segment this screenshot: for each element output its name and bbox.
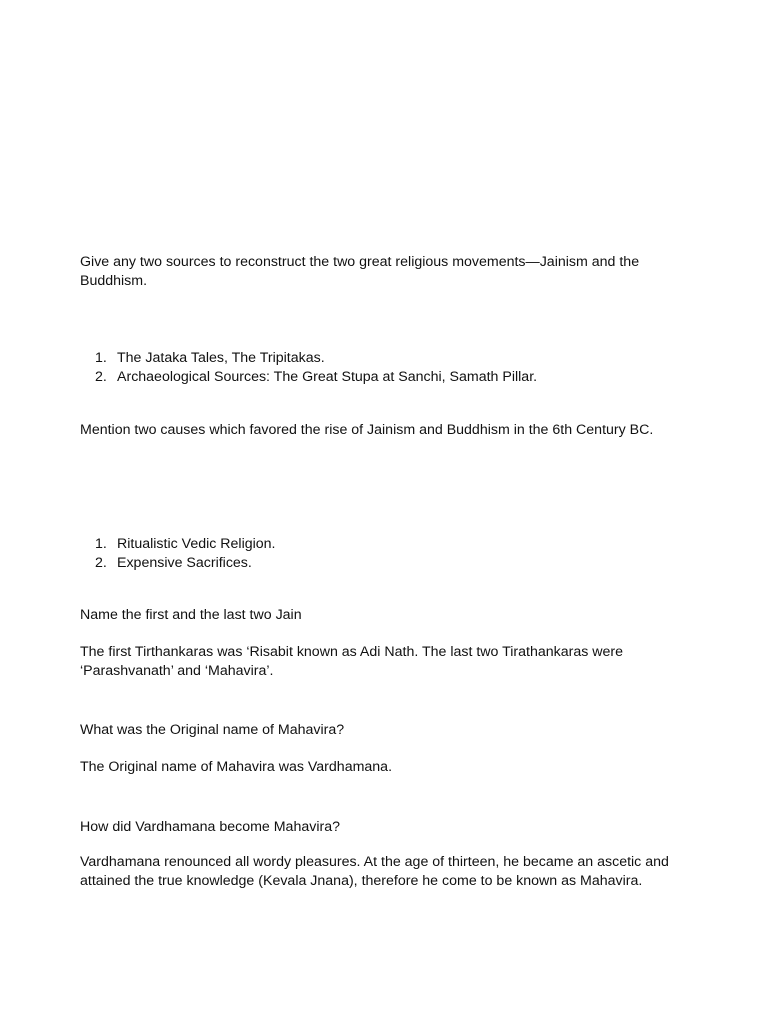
answer-original-name: The Original name of Mahavira was Vardhamana. <box>80 759 393 775</box>
question-causes: Mention two causes which favored the rise of Jainism and Buddhism in the 6th Century BC. <box>80 422 654 438</box>
list-number: 2. <box>95 368 107 385</box>
list-item-text: Ritualistic Vedic Religion. <box>117 536 276 552</box>
question-original-name: What was the Original name of Mahavira? <box>80 722 345 738</box>
list-number: 1. <box>95 536 107 552</box>
list-item <box>80 554 680 573</box>
question-become-mahavira: How did Vardhamana become Mahavira? <box>80 819 340 835</box>
question-sources: Give any two sources to reconstruct the two great religious movements—Jainism and the Buddhism. <box>80 254 640 289</box>
answer-become-mahavira: Vardhamana renounced all wordy pleasures. At the age of thirteen, he became an ascetic and attained the true knowledge (Kevala Jnana), therefore he come to be known as Mahavira. <box>80 854 669 889</box>
list-item <box>80 349 680 368</box>
list-item <box>80 368 680 387</box>
list-sources <box>80 349 680 386</box>
question-tirthankaras: Name the first and the last two Jain <box>80 607 302 623</box>
list-item-text: The Jataka Tales, The Tripitakas. <box>117 350 325 366</box>
answer-tirthankaras: The first Tirthankaras was ‘Risabit known as Adi Nath. The last two Tirathankaras were ‘Parashvanath’ and ‘Mahavira’. <box>80 644 624 679</box>
list-item-text: Archaeological Sources: The Great Stupa at Sanchi, Samath Pillar. <box>117 368 538 385</box>
list-causes <box>80 535 680 572</box>
list-number: 1. <box>95 350 107 366</box>
list-number: 2. <box>95 554 107 571</box>
list-item-text: Expensive Sacrifices. <box>117 554 252 571</box>
list-item <box>80 535 680 554</box>
